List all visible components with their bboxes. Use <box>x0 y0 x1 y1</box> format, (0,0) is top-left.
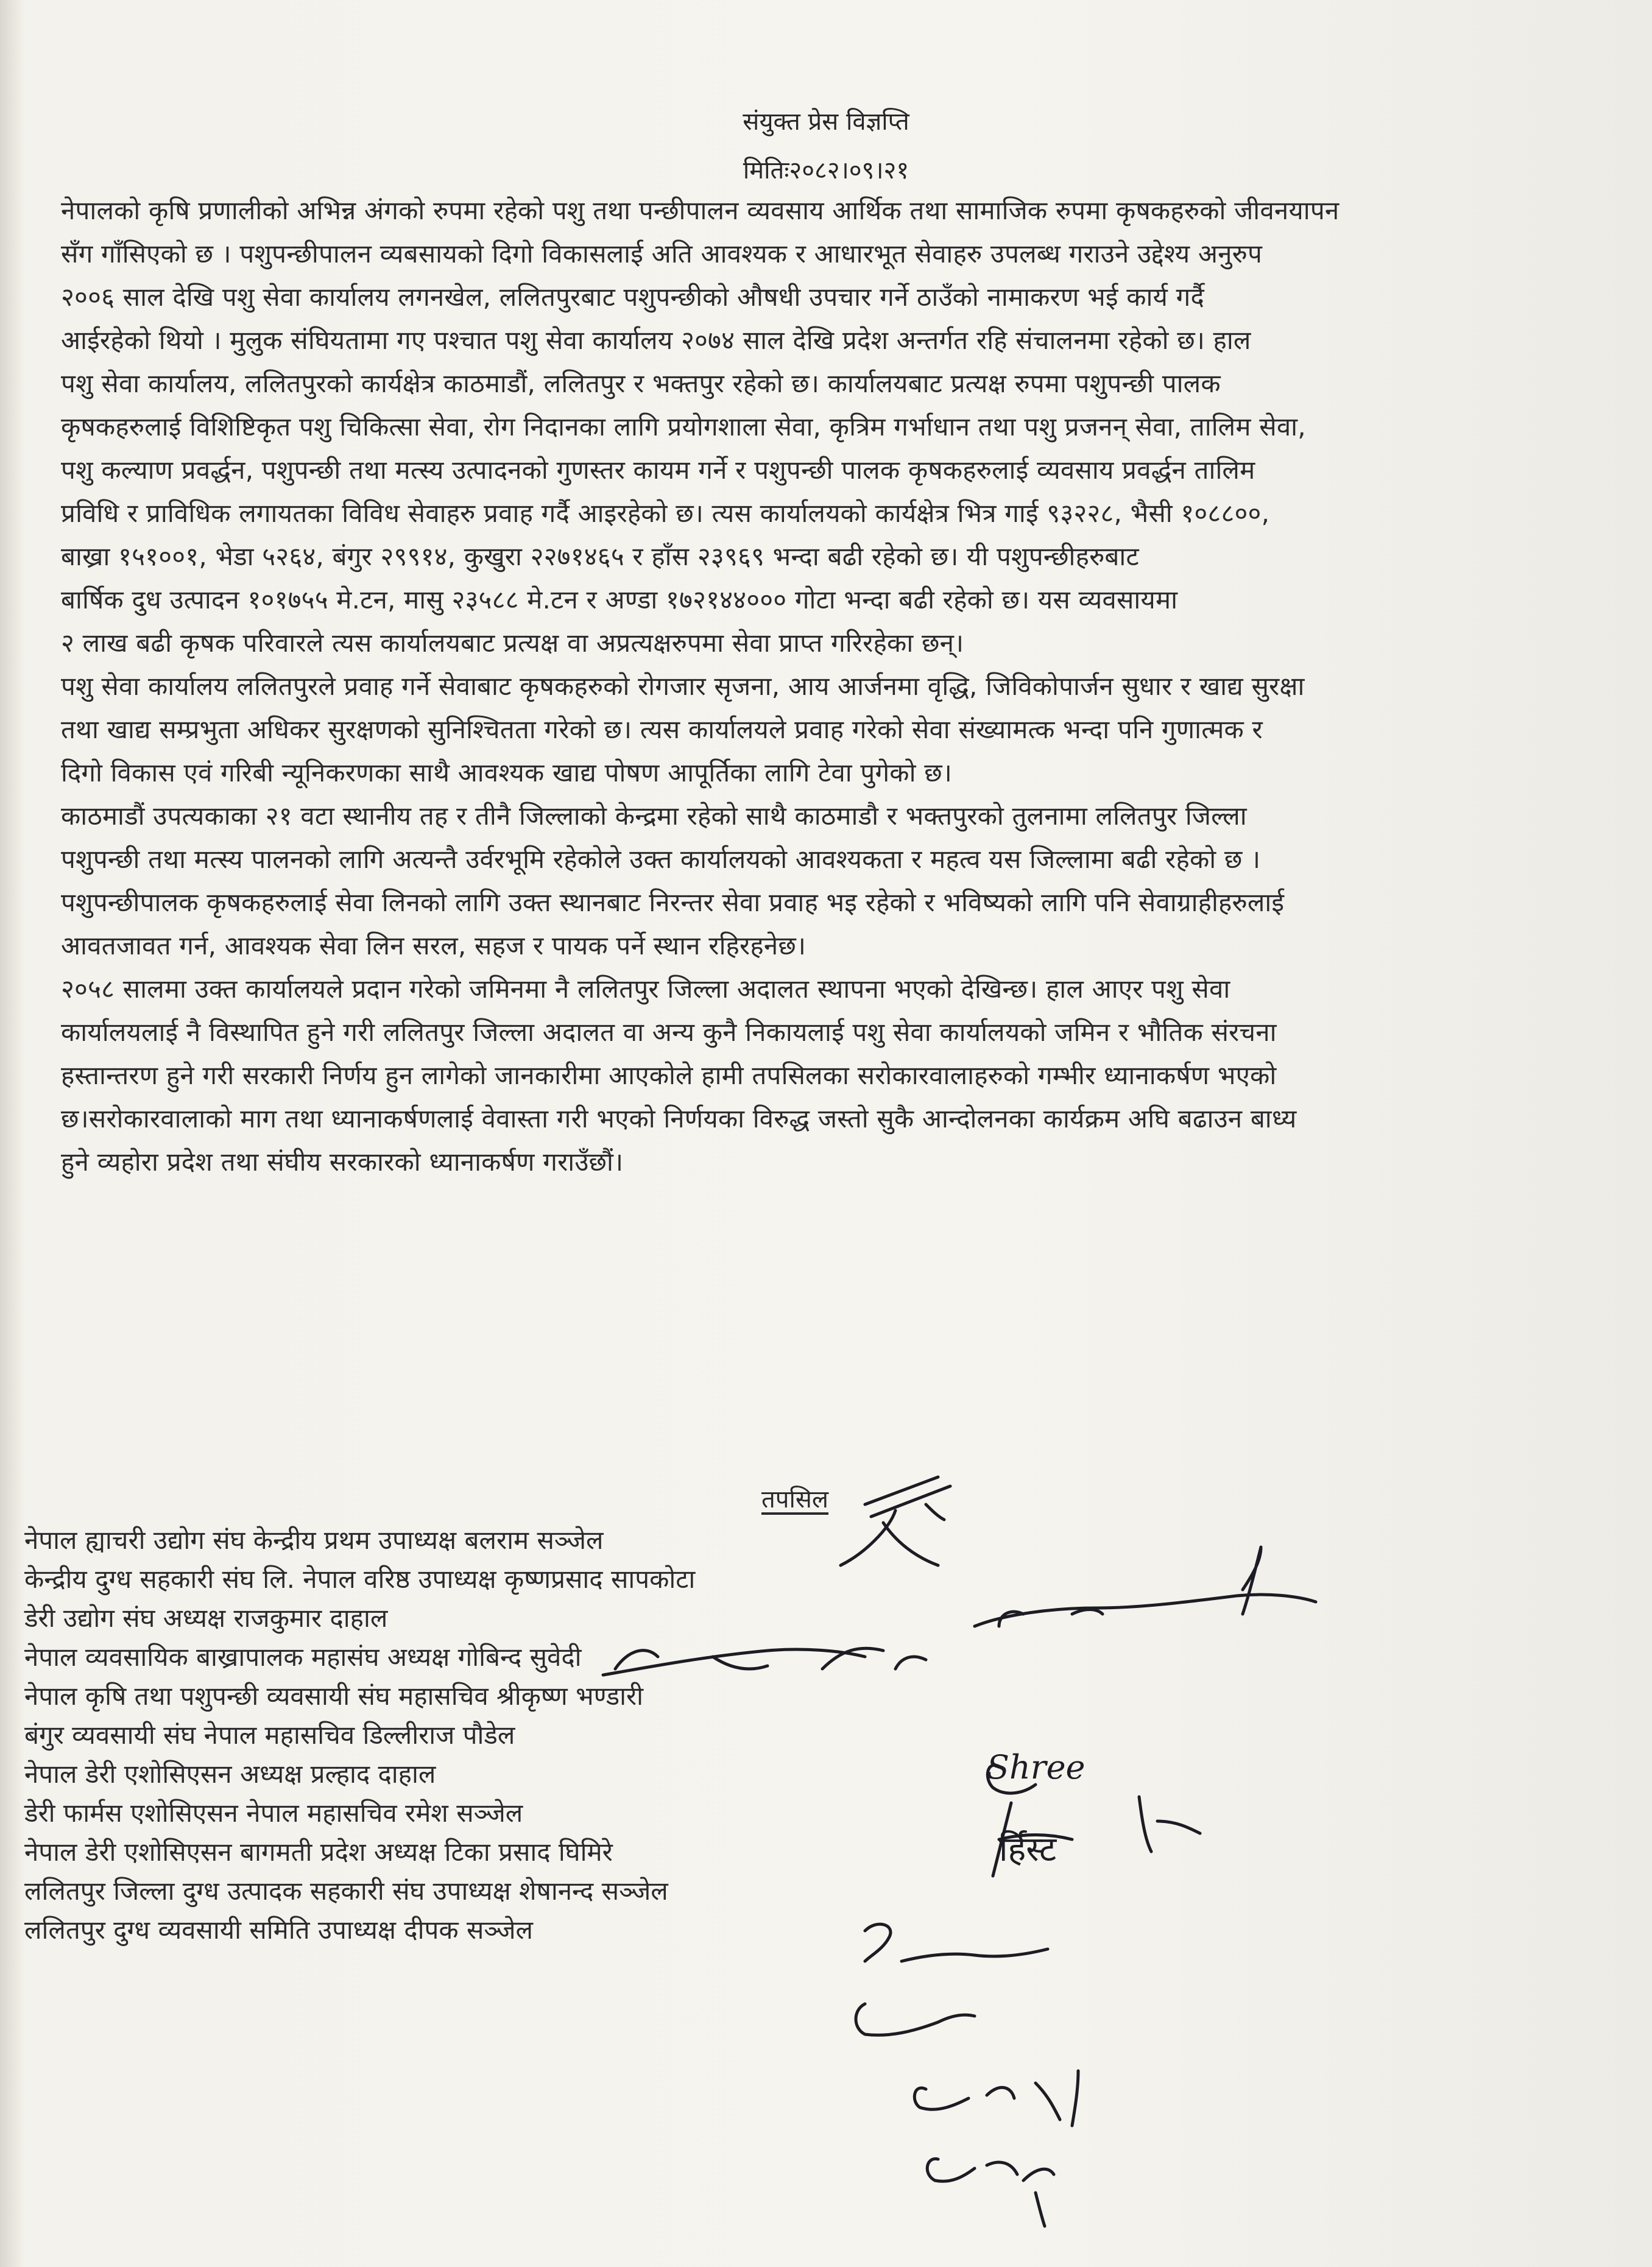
body-line: प्रविधि र प्राविधिक लगायतका विविध सेवाहरु प्रवाह गर्दै आइरहेको छ। त्यस कार्यालयको कार्यक्षेत्र भित्र गाई ९३२२८, भैसी १०८८००, <box>61 498 1270 528</box>
signatory-line: केन्द्रीय दुग्ध सहकारी संघ लि. नेपाल वरिष्ठ उपाध्यक्ष कृष्णप्रसाद सापकोटा <box>24 1564 696 1594</box>
tapasil-heading: तपसिल <box>761 1486 829 1514</box>
document-date: मितिः२०८२।०९।२१ <box>743 157 909 185</box>
signatory-list <box>24 1521 889 1950</box>
body-line: २००६ साल देखि पशु सेवा कार्यालय लगनखेल, ललितपुरबाट पशुपन्छीको औषधी उपचार गर्ने ठाउँको नामाकरण भई कार्य गर्दै <box>61 282 1204 312</box>
signature-scribble <box>865 1924 1048 1961</box>
body-line: बार्षिक दुध उत्पादन १०१७५५ मे.टन, मासु २३५८८ मे.टन र अण्डा १७२१४४००० गोटा भन्दा बढी रहेको छ। यस व्यवसायमा <box>61 585 1178 615</box>
signatory-line: नेपाल डेरी एशोसिएसन अध्यक्ष प्रल्हाद दाहाल <box>24 1759 436 1789</box>
signature-text-handwritten: र्हिस्ट <box>999 1830 1057 1869</box>
signatory-line: ललितपुर दुग्ध व्यवसायी समिति उपाध्यक्ष दीपक सञ्जेल <box>24 1915 533 1945</box>
body-line: काठमाडौं उपत्यकाका २१ वटा स्थानीय तह र तीनै जिल्लाको केन्द्रमा रहेको साथै काठमाडौ र भक्तपुरको तुलनामा ललितपुर जिल्ला <box>61 801 1247 831</box>
signatory-line: डेरी फार्मस एशोसिएसन नेपाल महासचिव रमेश सञ्जेल <box>24 1798 523 1828</box>
body-line: हस्तान्तरण हुने गरी सरकारी निर्णय हुन लागेको जानकारीमा आएकोले हामी तपसिलका सरोकारवालाहरुको गम्भीर ध्यानाकर्षण भएको <box>61 1060 1277 1090</box>
body-line: २ लाख बढी कृषक परिवारले त्यस कार्यालयबाट प्रत्यक्ष वा अप्रत्यक्षरुपमा सेवा प्राप्त गरिरहेका छन्। <box>61 628 964 658</box>
body-line: आईरहेको थियो । मुलुक संघियतामा गए पश्चात पशु सेवा कार्यालय २०७४ साल देखि प्रदेश अन्तर्गत रहि संचालनमा रहेको छ। हाल <box>61 325 1251 355</box>
signatory-line: नेपाल डेरी एशोसिएसन बागमती प्रदेश अध्यक्ष टिका प्रसाद घिमिरे <box>24 1837 613 1867</box>
body-line: हुने व्यहोरा प्रदेश तथा संघीय सरकारको ध्यानाकर्षण गराउँछौं। <box>61 1147 624 1177</box>
body-line: कृषकहरुलाई विशिष्टिकृत पशु चिकित्सा सेवा, रोग निदानका लागि प्रयोगशाला सेवा, कृत्रिम गर्भाधान तथा पशु प्रजनन् सेवा, तालिम सेवा, <box>61 412 1306 442</box>
body-line: आवतजावत गर्न, आवश्यक सेवा लिन सरल, सहज र पायक पर्ने स्थान रहिरहनेछ। <box>61 931 807 961</box>
body-line: बाख्रा १५१००१, भेडा ५२६४, बंगुर २९९१४, कुखुरा २२७१४६५ र हाँस २३९६९ भन्दा बढी रहेको छ। यी पशुपन्छीहरुबाट <box>61 541 1139 571</box>
signature-text-shree: Shree <box>987 1748 1085 1786</box>
signatory-line: नेपाल व्यवसायिक बाख्रापालक महासंघ अध्यक्ष गोबिन्द सुवेदी <box>24 1642 582 1672</box>
document-body <box>61 189 1622 1183</box>
body-line: कार्यालयलाई नै विस्थापित हुने गरी ललितपुर जिल्ला अदालत वा अन्य कुनै निकायलाई पशु सेवा कार्यालयको जमिन र भौतिक संरचना <box>61 1017 1277 1047</box>
body-line: २०५८ सालमा उक्त कार्यालयले प्रदान गरेको जमिनमा नै ललितपुर जिल्ला अदालत स्थापना भएको देखिन्छ। हाल आएर पशु सेवा <box>61 974 1230 1004</box>
signature-scribble <box>914 2071 1078 2126</box>
body-line: पशुपन्छी तथा मत्स्य पालनको लागि अत्यन्तै उर्वरभूमि रहेकोले उक्त कार्यालयको आवश्यकता र महत्व यस जिल्लामा बढी रहेको छ । <box>61 844 1261 874</box>
document-title: संयुक्त प्रेस विज्ञप्ति <box>743 108 909 136</box>
body-line: पशु सेवा कार्यालय, ललितपुरको कार्यक्षेत्र काठमाडौं, ललितपुर र भक्तपुर रहेको छ। कार्यालयबाट प्रत्यक्ष रुपमा पशुपन्छी पालक <box>61 368 1221 398</box>
signatory-line: नेपाल ह्याचरी उद्योग संघ केन्द्रीय प्रथम उपाध्यक्ष बलराम सञ्जेल <box>24 1525 604 1555</box>
body-line: तथा खाद्य सम्प्रभुता अधिकर सुरक्षणको सुनिश्चितता गरेको छ। त्यस कार्यालयले प्रवाह गरेको सेवा संख्यामत्क भन्दा पनि गुणात्मक र <box>61 714 1263 744</box>
body-line: सँग गाँसिएको छ । पशुपन्छीपालन व्यबसायको दिगो विकासलाई अति आवश्यक र आधारभूत सेवाहरु उपलब्ध गराउने उद्देश्य अनुरुप <box>61 239 1263 269</box>
signatory-line: नेपाल कृषि तथा पशुपन्छी व्यवसायी संघ महासचिव श्रीकृष्ण भण्डारी <box>24 1681 644 1711</box>
signatory-line: ललितपुर जिल्ला दुग्ध उत्पादक सहकारी संघ उपाध्यक्ष शेषानन्द सञ्जेल <box>24 1876 668 1906</box>
signature-scribble <box>987 1765 1200 1876</box>
signature-scribble <box>856 2004 975 2035</box>
signature-scribble <box>927 2159 1054 2226</box>
body-line: दिगो विकास एवं गरिबी न्यूनिकरणका साथै आवश्यक खाद्य पोषण आपूर्तिका लागि टेवा पुगेको छ। <box>61 758 952 788</box>
body-line: पशुपन्छीपालक कृषकहरुलाई सेवा लिनको लागि उक्त स्थानबाट निरन्तर सेवा प्रवाह भइ रहेको र भविष्यको लागि पनि सेवाग्राहीहरुलाई <box>61 887 1285 917</box>
signature-scribble <box>975 1547 1316 1626</box>
signatory-line: बंगुर व्यवसायी संघ नेपाल महासचिव डिल्लीराज पौडेल <box>24 1720 515 1750</box>
body-line: पशु कल्याण प्रवर्द्धन, पशुपन्छी तथा मत्स्य उत्पादनको गुणस्तर कायम गर्ने र पशुपन्छी पालक कृषकहरुलाई व्यवसाय प्रवर्द्धन तालिम <box>61 455 1255 485</box>
body-line: छ।सरोकारवालाको माग तथा ध्यानाकर्षणलाई वेवास्ता गरी भएको निर्णयका विरुद्ध जस्तो सुकै आन्दोलनका कार्यक्रम अघि बढाउन बाध्य <box>61 1104 1297 1134</box>
body-line: नेपालको कृषि प्रणालीको अभिन्न अंगको रुपमा रहेको पशु तथा पन्छीपालन व्यवसाय आर्थिक तथा सामाजिक रुपमा कृषकहरुको जीवनयापन <box>61 196 1340 225</box>
body-line: पशु सेवा कार्यालय ललितपुरले प्रवाह गर्ने सेवाबाट कृषकहरुको रोगजार सृजना, आय आर्जनमा वृद्धि, जिविकोपार्जन सुधार र खाद्य सुरक्षा <box>61 671 1305 701</box>
signatory-line: डेरी उद्योग संघ अध्यक्ष राजकुमार दाहाल <box>24 1603 388 1633</box>
